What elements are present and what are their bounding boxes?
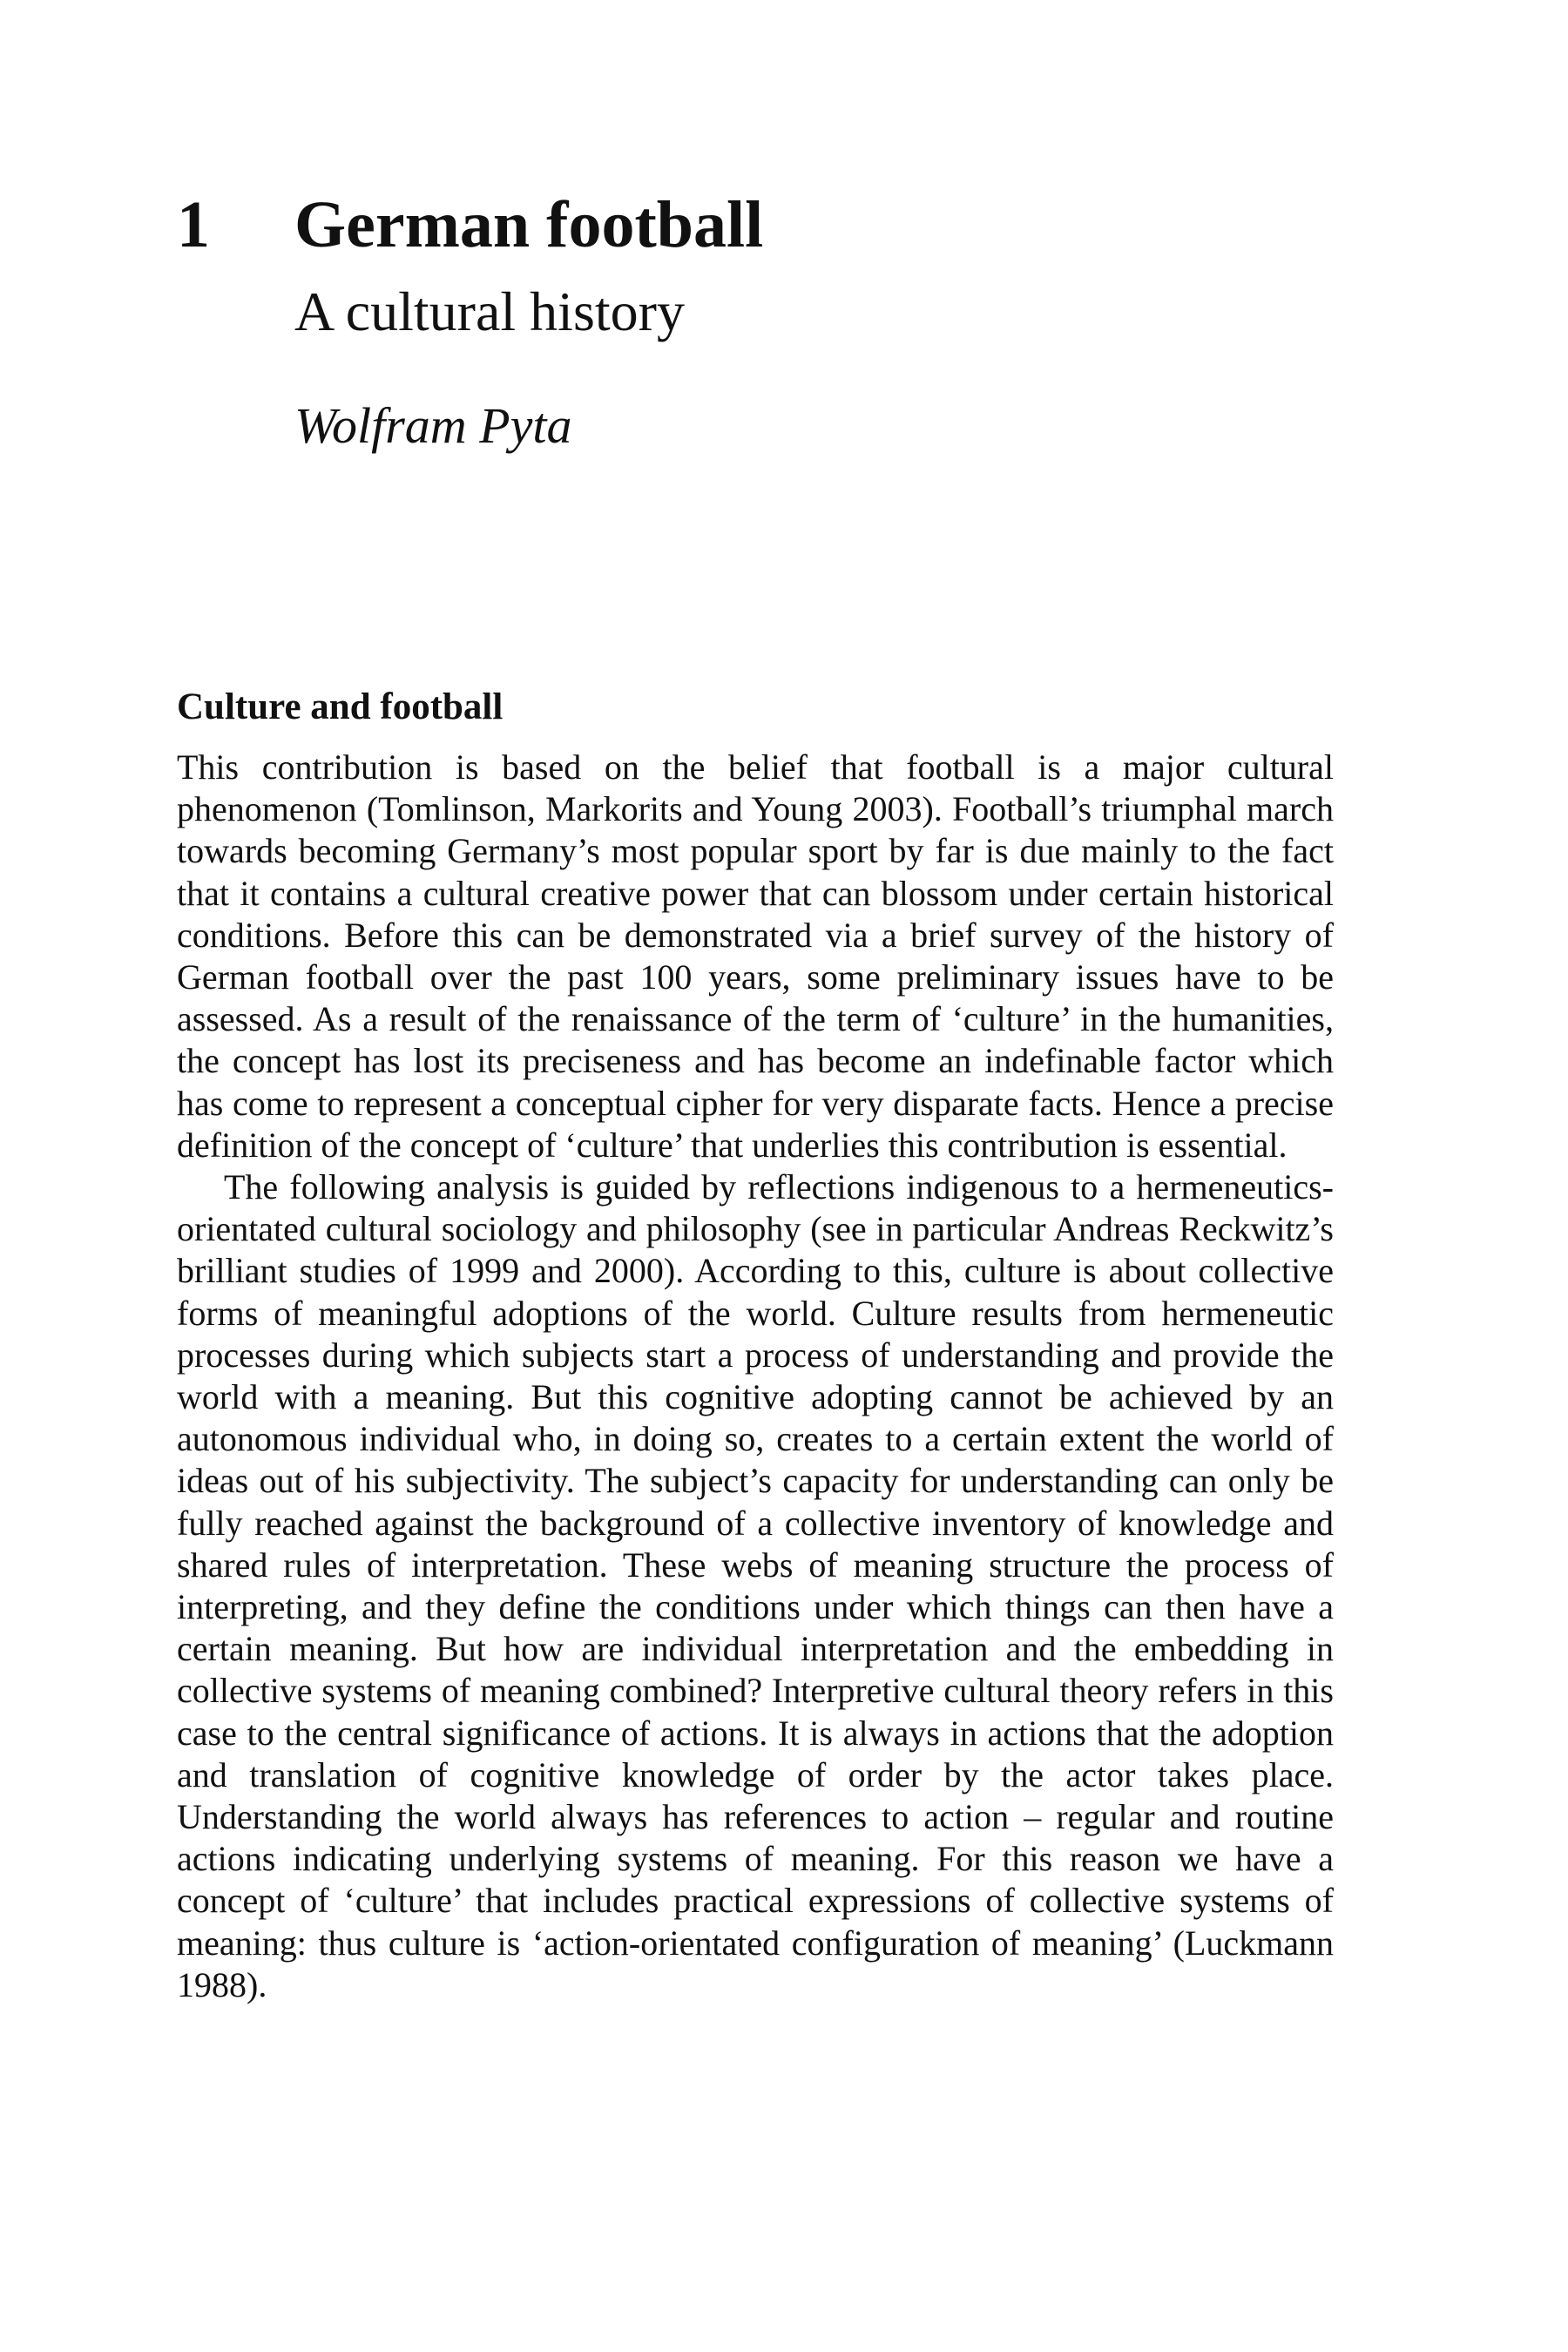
chapter-title: German football <box>294 188 764 261</box>
paragraph-1: This contribution is based on the belief that football is a major cultural phenomenon (Tomlinson, Markorits and Young 2003). Football’s triumphal march towards becoming Germany’s most popular sport by far is due mainly to the fact that it contains a cultural creative power that can blossom under certain historical conditions. Before this can be demonstrated via a brief survey of the history of German football over the past 100 years, some preliminary issues have to be assessed. As a result of the renaissance of the term of ‘culture’ in the humanities, the concept has lost its preciseness and has become an indefinable factor which has come to represent a conceptual cipher for very disparate facts. Hence a precise definition of the concept of ‘culture’ that underlies this contribution is essential. <box>177 747 1334 1165</box>
chapter-subtitle: A cultural history <box>294 280 685 342</box>
body-text <box>177 747 1334 2006</box>
chapter-number: 1 <box>177 188 210 261</box>
paragraph-2: The following analysis is guided by reflections indigenous to a hermeneutics-orientated cultural sociology and philosophy (see in particular Andreas Reckwitz’s brilliant studies of 1999 and 2000). According to this, culture is about collective forms of meaningful adoptions of the world. Culture results from hermeneutic processes during which subjects start a process of understanding and provide the world with a meaning. But this cognitive adopting cannot be achieved by an autonomous individual who, in doing so, creates to a certain extent the world of ideas out of his subjectivity. The subject’s capacity for understanding can only be fully reached against the background of a collective inventory of knowledge and shared rules of interpretation. These webs of meaning structure the process of interpreting, and they define the conditions under which things can then have a certain meaning. But how are individual interpretation and the embedding in collective systems of meaning combined? Interpretive cultural theory refers in this case to the central significance of actions. It is always in actions that the adoption and translation of cognitive knowledge of order by the actor takes place. Understanding the world always has references to action – regular and routine actions indicating underlying systems of meaning. For this reason we have a concept of ‘culture’ that includes practical expressions of collective systems of meaning: thus culture is ‘action-orientated configuration of meaning’ (Luckmann 1988). <box>177 1167 1334 2004</box>
section-heading: Culture and football <box>177 686 504 727</box>
chapter-author: Wolfram Pyta <box>294 397 572 454</box>
